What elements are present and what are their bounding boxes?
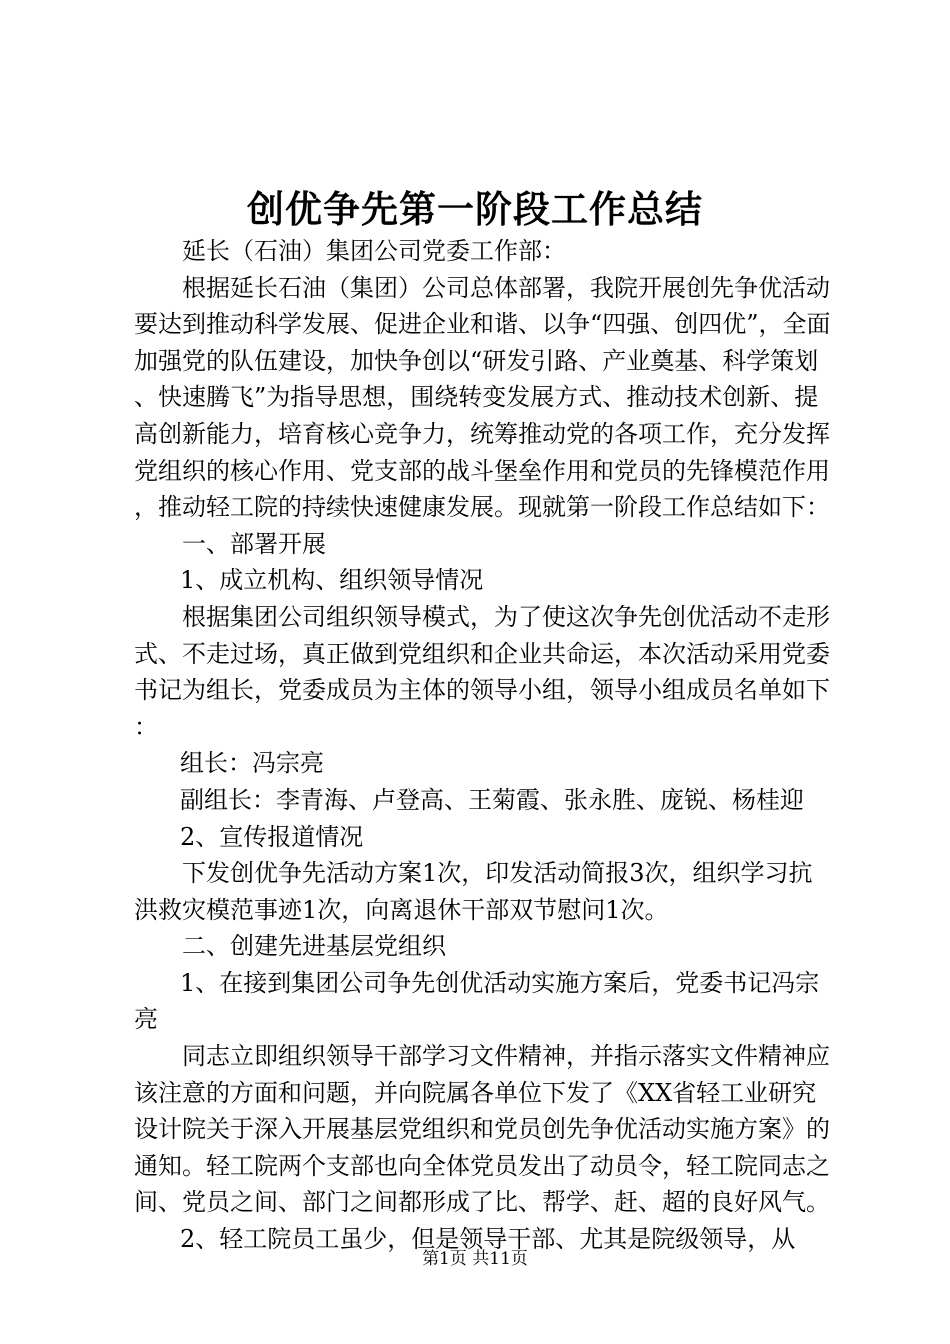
- grassroots-item-1: 1、在接到集团公司争先创优活动实施方案后，党委书记冯宗亮: [134, 968, 820, 1034]
- subsection-heading-organization: 1、成立机构、组织领导情况: [180, 566, 484, 595]
- section-heading-deployment: 一、部署开展: [182, 529, 326, 558]
- page-title: 创优争先第一阶段工作总结: [247, 187, 703, 231]
- deputy-leaders-line: 副组长：李青海、卢登高、王菊霞、张永胜、庞锐、杨桂迎: [180, 785, 804, 814]
- team-leader-line: 组长：冯宗亮: [180, 749, 324, 778]
- page-number-footer: 第1页 共11页: [422, 1249, 528, 1269]
- grassroots-item-1-body: 同志立即组织领导干部学习文件精神，并指示落实文件精神应该注意的方面和问题，并向院属各单位下发了《XX省轻工业研究设计院关于深入开展基层党组织和党员创先争优活动实施方案》的通知。轻工院两个支部也向全体党员发出了动员令，轻工院同志之间、党员之间、部门之间都形成了比、帮学、赶、超的良好风气。: [134, 1042, 830, 1217]
- section-heading-grassroots: 二、创建先进基层党组织: [182, 932, 446, 961]
- document-body: [134, 233, 834, 1258]
- publicity-paragraph: 下发创优争先活动方案1次，印发活动简报3次，组织学习抗洪救灾模范事迹1次，向离退休干部双节慰问1次。: [134, 859, 813, 924]
- salutation-paragraph: 延长（石油）集团公司党委工作部：: [182, 237, 566, 265]
- intro-paragraph: 根据延长石油（集团）公司总体部署，我院开展创先争优活动要达到推动科学发展、促进企业和谐、以争“四强、创四优”，全面加强党的队伍建设，加快争创以“研发引路、产业奠基、科学策划、快速腾飞”为指导思想，围绕转变发展方式、推动技术创新、提高创新能力，培育核心竞争力，统筹推动党的各项工作，充分发挥党组织的核心作用、党支部的战斗堡垒作用和党员的先锋模范作用，推动轻工院的持续快速健康发展。现就第一阶段工作总结如下：: [134, 273, 831, 522]
- subsection-heading-publicity: 2、宣传报道情况: [180, 822, 364, 851]
- organization-paragraph: 根据集团公司组织领导模式，为了使这次争先创优活动不走形式、不走过场，真正做到党组织和企业共命运，本次活动采用党委书记为组长，党委成员为主体的领导小组，领导小组成员名单如下：: [134, 602, 830, 741]
- grassroots-item-2: 2、轻工院员工虽少，但是领导干部、尤其是院级领导，从: [180, 1225, 796, 1254]
